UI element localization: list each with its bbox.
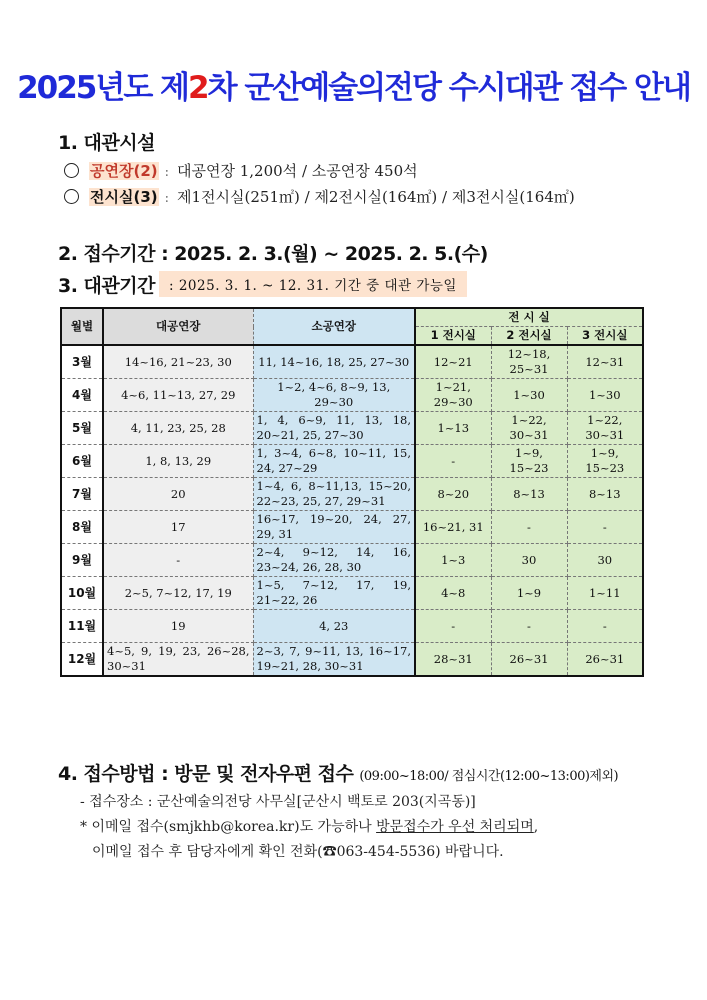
row-month: 11월 — [61, 610, 103, 643]
row-exh-3: 1~30 — [567, 379, 643, 412]
table-row — [61, 345, 643, 379]
row-exh-2: 12~18, 25~31 — [491, 345, 567, 379]
row-exh-1: 4~8 — [415, 577, 491, 610]
row-big-hall: 19 — [103, 610, 253, 643]
phone-note: 이메일 접수 후 담당자에게 확인 전화(☎063-454-5536) 바랍니다. — [92, 844, 504, 860]
row-small-hall: 11, 14~16, 18, 25, 27~30 — [253, 345, 415, 379]
row-small-hall: 2~4, 9~12, 14, 16, 23~24, 26, 28, 30 — [253, 544, 415, 577]
header-exh-2: 2 전시실 — [491, 327, 567, 346]
row-exh-2: 1~9 — [491, 577, 567, 610]
header-big-hall: 대공연장 — [103, 308, 253, 345]
row-month: 10월 — [61, 577, 103, 610]
row-exh-2: 1~9, 15~23 — [491, 445, 567, 478]
row-exh-1: 1~13 — [415, 412, 491, 445]
email-note: * 이메일 접수(smjkhb@korea.kr)도 가능하나 방문접수가 우선 처리되며, — [80, 819, 539, 835]
row-exh-1: 16~21, 31 — [415, 511, 491, 544]
row-exh-3: - — [567, 610, 643, 643]
row-big-hall: 4, 11, 23, 25, 28 — [103, 412, 253, 445]
section3-heading: 3. 대관기간 : 2025. 3. 1. ~ 12. 31. 기간 중 대관 가능일 — [58, 271, 467, 298]
header-exhibition: 전 시 실 — [415, 308, 643, 327]
table-row — [61, 379, 643, 412]
row-exh-2: 8~13 — [491, 478, 567, 511]
row-exh-2: 30 — [491, 544, 567, 577]
row-exh-2: - — [491, 511, 567, 544]
table-row — [61, 610, 643, 643]
row-big-hall: 2~5, 7~12, 17, 19 — [103, 577, 253, 610]
circle-bullet-icon — [64, 189, 79, 204]
row-exh-1: 12~21 — [415, 345, 491, 379]
rental-period: : 2025. 3. 1. ~ 12. 31. 기간 중 대관 가능일 — [159, 271, 467, 297]
row-exh-3: 1~11 — [567, 577, 643, 610]
facility-exhibition: 전시실(3) : 제1전시실(251㎡) / 제2전시실(164㎡) / 제3전시실(164㎡) — [64, 186, 575, 207]
row-month: 9월 — [61, 544, 103, 577]
circle-bullet-icon — [64, 163, 79, 178]
row-month: 12월 — [61, 643, 103, 677]
table-row — [61, 544, 643, 577]
rental-schedule-table — [60, 307, 644, 677]
row-exh-3: 8~13 — [567, 478, 643, 511]
table-row — [61, 511, 643, 544]
row-month: 3월 — [61, 345, 103, 379]
row-big-hall: 20 — [103, 478, 253, 511]
row-small-hall: 1~4, 6, 8~11,13, 15~20, 22~23, 25, 27, 29~31 — [253, 478, 415, 511]
page-title: 2025년도 제2차 군산예술의전당 수시대관 접수 안내 — [17, 70, 690, 106]
row-big-hall: 1, 8, 13, 29 — [103, 445, 253, 478]
section2-heading: 2. 접수기간 : 2025. 2. 3.(월) ~ 2025. 2. 5.(수) — [58, 243, 488, 265]
row-small-hall: 1, 4, 6~9, 11, 13, 18, 20~21, 25, 27~30 — [253, 412, 415, 445]
row-big-hall: 4~6, 11~13, 27, 29 — [103, 379, 253, 412]
row-exh-3: 30 — [567, 544, 643, 577]
row-exh-3: 1~22, 30~31 — [567, 412, 643, 445]
reception-place: - 접수장소 : 군산예술의전당 사무실[군산시 백토로 203(지곡동)] — [80, 794, 476, 810]
header-exh-3: 3 전시실 — [567, 327, 643, 346]
row-exh-3: 26~31 — [567, 643, 643, 677]
row-small-hall: 4, 23 — [253, 610, 415, 643]
row-exh-1: 1~3 — [415, 544, 491, 577]
table-row — [61, 445, 643, 478]
row-big-hall: 14~16, 21~23, 30 — [103, 345, 253, 379]
row-big-hall: - — [103, 544, 253, 577]
row-exh-3: - — [567, 511, 643, 544]
row-exh-1: - — [415, 610, 491, 643]
row-exh-3: 12~31 — [567, 345, 643, 379]
table-row — [61, 643, 643, 677]
table-row — [61, 577, 643, 610]
row-exh-1: 28~31 — [415, 643, 491, 677]
row-exh-1: 8~20 — [415, 478, 491, 511]
row-small-hall: 16~17, 19~20, 24, 27, 29, 31 — [253, 511, 415, 544]
row-small-hall: 1, 3~4, 6~8, 10~11, 15, 24, 27~29 — [253, 445, 415, 478]
row-month: 4월 — [61, 379, 103, 412]
row-exh-2: 1~22, 30~31 — [491, 412, 567, 445]
row-exh-2: - — [491, 610, 567, 643]
row-month: 7월 — [61, 478, 103, 511]
table-row — [61, 478, 643, 511]
row-small-hall: 2~3, 7, 9~11, 13, 16~17, 19~21, 28, 30~31 — [253, 643, 415, 677]
row-exh-1: 1~21, 29~30 — [415, 379, 491, 412]
row-big-hall: 17 — [103, 511, 253, 544]
table-row — [61, 412, 643, 445]
row-month: 8월 — [61, 511, 103, 544]
section4-heading: 4. 접수방법 : 방문 및 전자우편 접수 (09:00~18:00/ 점심시간(12:00~13:00)제외) — [58, 763, 619, 785]
table-header-row — [61, 308, 643, 327]
row-small-hall: 1~5, 7~12, 17, 19, 21~22, 26 — [253, 577, 415, 610]
row-month: 5월 — [61, 412, 103, 445]
header-month: 월별 — [61, 308, 103, 345]
header-small-hall: 소공연장 — [253, 308, 415, 345]
row-small-hall: 1~2, 4~6, 8~9, 13, 29~30 — [253, 379, 415, 412]
row-month: 6월 — [61, 445, 103, 478]
row-exh-3: 1~9, 15~23 — [567, 445, 643, 478]
facility-performance: 공연장(2) : 대공연장 1,200석 / 소공연장 450석 — [64, 160, 418, 181]
row-exh-2: 1~30 — [491, 379, 567, 412]
row-exh-1: - — [415, 445, 491, 478]
header-exh-1: 1 전시실 — [415, 327, 491, 346]
row-exh-2: 26~31 — [491, 643, 567, 677]
section1-heading: 1. 대관시설 — [58, 132, 155, 154]
row-big-hall: 4~5, 9, 19, 23, 26~28, 30~31 — [103, 643, 253, 677]
